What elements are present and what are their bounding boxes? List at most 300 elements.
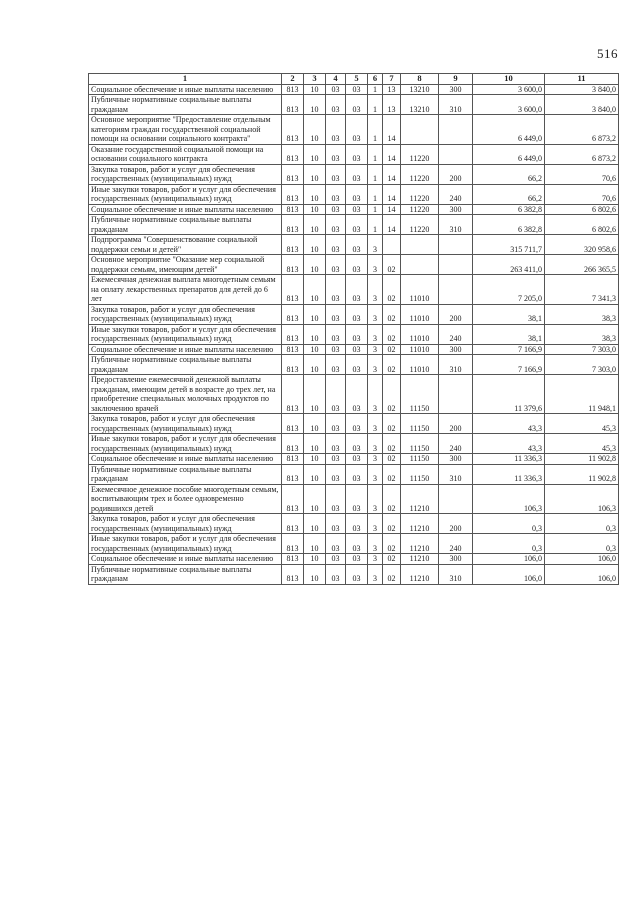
code-cell: 813 [282, 215, 304, 235]
code-cell: 10 [304, 95, 326, 115]
code-cell: 813 [282, 344, 304, 355]
code-cell: 03 [326, 204, 346, 215]
code-cell: 11010 [401, 324, 439, 344]
code-cell: 10 [304, 554, 326, 565]
code-cell: 11010 [401, 355, 439, 375]
code-cell: 240 [439, 434, 473, 454]
amount-col-11-cell: 11 948,1 [545, 375, 619, 414]
table-row [89, 434, 619, 454]
amount-col-11-cell: 45,3 [545, 434, 619, 454]
amount-col-10-cell: 11 379,6 [473, 375, 545, 414]
amount-col-11-cell: 3 840,0 [545, 95, 619, 115]
code-cell: 813 [282, 375, 304, 414]
code-cell: 03 [326, 464, 346, 484]
amount-col-11-cell: 266 365,5 [545, 255, 619, 275]
amount-col-11-cell: 0,3 [545, 534, 619, 554]
amount-col-10-cell: 3 600,0 [473, 84, 545, 95]
code-cell [439, 144, 473, 164]
code-cell: 03 [326, 454, 346, 465]
code-cell: 11150 [401, 464, 439, 484]
amount-col-10-cell: 0,3 [473, 514, 545, 534]
code-cell: 03 [326, 215, 346, 235]
code-cell: 03 [326, 564, 346, 584]
code-cell: 03 [326, 95, 346, 115]
table-row [89, 534, 619, 554]
code-cell: 03 [326, 375, 346, 414]
code-cell: 240 [439, 534, 473, 554]
table-row [89, 204, 619, 215]
item-name-cell: Ежемесячное денежное пособие многодетным семьям, воспитывающим трех и более одновременно родившихся детей [89, 484, 282, 514]
amount-col-11-cell: 70,6 [545, 164, 619, 184]
code-cell: 03 [346, 554, 368, 565]
code-cell: 03 [326, 534, 346, 554]
code-cell: 02 [383, 304, 401, 324]
code-cell: 3 [368, 304, 383, 324]
code-cell: 11220 [401, 144, 439, 164]
code-cell [439, 255, 473, 275]
amount-col-11-cell: 6 873,2 [545, 115, 619, 145]
code-cell: 1 [368, 115, 383, 145]
code-cell: 813 [282, 454, 304, 465]
amount-col-10-cell: 6 382,8 [473, 215, 545, 235]
code-cell: 3 [368, 375, 383, 414]
code-cell [439, 375, 473, 414]
code-cell [439, 484, 473, 514]
amount-col-11-cell: 106,0 [545, 554, 619, 565]
code-cell: 10 [304, 344, 326, 355]
code-cell: 03 [346, 84, 368, 95]
amount-col-11-cell: 70,6 [545, 184, 619, 204]
table-row [89, 414, 619, 434]
code-cell: 03 [346, 184, 368, 204]
code-cell: 03 [346, 324, 368, 344]
code-cell: 813 [282, 464, 304, 484]
header-cell: 9 [439, 74, 473, 85]
code-cell: 300 [439, 344, 473, 355]
code-cell: 03 [326, 144, 346, 164]
item-name-cell: Иные закупки товаров, работ и услуг для обеспечения государственных (муниципальных) нужд [89, 434, 282, 454]
table-row [89, 564, 619, 584]
amount-col-10-cell: 66,2 [473, 184, 545, 204]
code-cell: 813 [282, 115, 304, 145]
code-cell: 10 [304, 484, 326, 514]
table-row [89, 84, 619, 95]
table-row [89, 344, 619, 355]
item-name-cell: Социальное обеспечение и иные выплаты населению [89, 84, 282, 95]
code-cell: 310 [439, 564, 473, 584]
code-cell: 813 [282, 164, 304, 184]
header-cell: 6 [368, 74, 383, 85]
code-cell [383, 235, 401, 255]
item-name-cell: Оказание государственной социальной помощи на основании социального контракта [89, 144, 282, 164]
code-cell: 11010 [401, 304, 439, 324]
code-cell: 11150 [401, 434, 439, 454]
item-name-cell: Предоставление ежемесячной денежной выплаты гражданам, имеющим детей в возрасте до трех лет, на приобретение специальных молочных продуктов по заключению врачей [89, 375, 282, 414]
code-cell: 11220 [401, 204, 439, 215]
code-cell: 02 [383, 514, 401, 534]
code-cell: 02 [383, 564, 401, 584]
code-cell: 03 [346, 534, 368, 554]
code-cell: 14 [383, 144, 401, 164]
code-cell: 03 [346, 414, 368, 434]
item-name-cell: Социальное обеспечение и иные выплаты населению [89, 344, 282, 355]
table-row [89, 454, 619, 465]
code-cell: 14 [383, 184, 401, 204]
amount-col-10-cell: 11 336,3 [473, 464, 545, 484]
code-cell: 3 [368, 554, 383, 565]
code-cell: 02 [383, 464, 401, 484]
code-cell: 813 [282, 184, 304, 204]
code-cell: 10 [304, 144, 326, 164]
code-cell: 02 [383, 434, 401, 454]
code-cell: 10 [304, 534, 326, 554]
table-row [89, 464, 619, 484]
code-cell: 03 [326, 324, 346, 344]
code-cell: 11010 [401, 344, 439, 355]
code-cell: 11010 [401, 275, 439, 305]
table-header-row [89, 74, 619, 85]
amount-col-11-cell: 7 341,3 [545, 275, 619, 305]
table-body [89, 84, 619, 584]
code-cell [439, 115, 473, 145]
code-cell [439, 235, 473, 255]
amount-col-10-cell: 106,0 [473, 564, 545, 584]
code-cell: 03 [346, 144, 368, 164]
amount-col-10-cell: 38,1 [473, 304, 545, 324]
code-cell: 02 [383, 414, 401, 434]
code-cell: 14 [383, 164, 401, 184]
code-cell: 3 [368, 514, 383, 534]
code-cell: 03 [346, 275, 368, 305]
item-name-cell: Иные закупки товаров, работ и услуг для обеспечения государственных (муниципальных) нужд [89, 534, 282, 554]
amount-col-11-cell: 320 958,6 [545, 235, 619, 255]
item-name-cell: Закупка товаров, работ и услуг для обеспечения государственных (муниципальных) нужд [89, 414, 282, 434]
code-cell: 300 [439, 454, 473, 465]
code-cell: 03 [326, 235, 346, 255]
code-cell: 03 [326, 414, 346, 434]
code-cell: 03 [346, 235, 368, 255]
code-cell: 813 [282, 554, 304, 565]
code-cell: 03 [346, 464, 368, 484]
amount-col-10-cell: 38,1 [473, 324, 545, 344]
amount-col-10-cell: 43,3 [473, 434, 545, 454]
item-name-cell: Социальное обеспечение и иные выплаты населению [89, 454, 282, 465]
code-cell: 1 [368, 84, 383, 95]
code-cell: 10 [304, 184, 326, 204]
code-cell: 813 [282, 514, 304, 534]
code-cell: 11220 [401, 215, 439, 235]
code-cell: 240 [439, 184, 473, 204]
code-cell: 200 [439, 164, 473, 184]
code-cell: 1 [368, 215, 383, 235]
code-cell: 14 [383, 204, 401, 215]
code-cell: 10 [304, 375, 326, 414]
code-cell: 813 [282, 275, 304, 305]
item-name-cell: Закупка товаров, работ и услуг для обеспечения государственных (муниципальных) нужд [89, 304, 282, 324]
amount-col-11-cell: 11 902,8 [545, 454, 619, 465]
code-cell: 813 [282, 414, 304, 434]
table-row [89, 554, 619, 565]
code-cell: 11210 [401, 534, 439, 554]
code-cell: 11210 [401, 554, 439, 565]
table-row [89, 484, 619, 514]
code-cell: 10 [304, 115, 326, 145]
item-name-cell: Иные закупки товаров, работ и услуг для обеспечения государственных (муниципальных) нужд [89, 184, 282, 204]
header-cell: 5 [346, 74, 368, 85]
item-name-cell: Публичные нормативные социальные выплаты гражданам [89, 564, 282, 584]
code-cell: 13 [383, 95, 401, 115]
code-cell: 1 [368, 164, 383, 184]
code-cell: 02 [383, 255, 401, 275]
code-cell: 10 [304, 215, 326, 235]
code-cell: 3 [368, 344, 383, 355]
code-cell: 813 [282, 564, 304, 584]
amount-col-11-cell: 11 902,8 [545, 464, 619, 484]
code-cell: 03 [346, 255, 368, 275]
code-cell: 310 [439, 215, 473, 235]
code-cell: 02 [383, 324, 401, 344]
code-cell: 1 [368, 144, 383, 164]
table-row [89, 355, 619, 375]
item-name-cell: Закупка товаров, работ и услуг для обеспечения государственных (муниципальных) нужд [89, 514, 282, 534]
header-cell: 8 [401, 74, 439, 85]
header-cell: 1 [89, 74, 282, 85]
amount-col-11-cell: 0,3 [545, 514, 619, 534]
code-cell: 3 [368, 464, 383, 484]
code-cell: 813 [282, 434, 304, 454]
amount-col-10-cell: 263 411,0 [473, 255, 545, 275]
code-cell: 03 [326, 164, 346, 184]
code-cell: 240 [439, 324, 473, 344]
code-cell: 03 [326, 84, 346, 95]
code-cell: 10 [304, 84, 326, 95]
amount-col-10-cell: 7 205,0 [473, 275, 545, 305]
code-cell: 11150 [401, 375, 439, 414]
code-cell: 11210 [401, 514, 439, 534]
table-row [89, 324, 619, 344]
code-cell: 1 [368, 184, 383, 204]
code-cell: 14 [383, 115, 401, 145]
amount-col-10-cell: 7 166,9 [473, 355, 545, 375]
code-cell: 3 [368, 434, 383, 454]
amount-col-10-cell: 43,3 [473, 414, 545, 434]
code-cell: 03 [346, 344, 368, 355]
code-cell: 1 [368, 95, 383, 115]
code-cell: 03 [346, 434, 368, 454]
item-name-cell: Подпрограмма "Совершенствование социальной поддержки семьи и детей" [89, 235, 282, 255]
code-cell: 03 [326, 514, 346, 534]
amount-col-10-cell: 106,0 [473, 554, 545, 565]
amount-col-10-cell: 6 449,0 [473, 115, 545, 145]
amount-col-10-cell: 0,3 [473, 534, 545, 554]
code-cell: 03 [326, 184, 346, 204]
amount-col-10-cell: 11 336,3 [473, 454, 545, 465]
code-cell: 3 [368, 414, 383, 434]
code-cell: 03 [326, 115, 346, 145]
code-cell: 300 [439, 554, 473, 565]
item-name-cell: Основное мероприятие "Оказание мер социальной поддержки семьям, имеющим детей" [89, 255, 282, 275]
amount-col-10-cell: 3 600,0 [473, 95, 545, 115]
code-cell: 03 [346, 204, 368, 215]
code-cell: 813 [282, 204, 304, 215]
code-cell: 813 [282, 484, 304, 514]
code-cell: 300 [439, 204, 473, 215]
code-cell: 11220 [401, 164, 439, 184]
code-cell: 11210 [401, 564, 439, 584]
code-cell: 10 [304, 204, 326, 215]
amount-col-10-cell: 7 166,9 [473, 344, 545, 355]
table-row [89, 215, 619, 235]
code-cell: 14 [383, 215, 401, 235]
code-cell: 310 [439, 355, 473, 375]
code-cell [401, 115, 439, 145]
code-cell [401, 255, 439, 275]
amount-col-11-cell: 106,0 [545, 564, 619, 584]
code-cell: 10 [304, 275, 326, 305]
header-cell: 2 [282, 74, 304, 85]
code-cell: 03 [346, 115, 368, 145]
code-cell: 3 [368, 255, 383, 275]
table-row [89, 514, 619, 534]
header-cell: 4 [326, 74, 346, 85]
item-name-cell: Публичные нормативные социальные выплаты гражданам [89, 355, 282, 375]
code-cell: 03 [346, 95, 368, 115]
code-cell: 02 [383, 355, 401, 375]
code-cell: 813 [282, 355, 304, 375]
code-cell: 03 [346, 484, 368, 514]
code-cell: 03 [346, 564, 368, 584]
table-row [89, 375, 619, 414]
table-row [89, 144, 619, 164]
code-cell [439, 275, 473, 305]
code-cell: 3 [368, 355, 383, 375]
code-cell: 10 [304, 255, 326, 275]
amount-col-11-cell: 6 802,6 [545, 204, 619, 215]
code-cell: 10 [304, 514, 326, 534]
code-cell: 02 [383, 484, 401, 514]
table-row [89, 184, 619, 204]
amount-col-10-cell: 6 449,0 [473, 144, 545, 164]
code-cell: 310 [439, 464, 473, 484]
code-cell: 3 [368, 324, 383, 344]
code-cell: 03 [346, 355, 368, 375]
amount-col-10-cell: 106,3 [473, 484, 545, 514]
code-cell: 03 [326, 355, 346, 375]
code-cell: 03 [326, 275, 346, 305]
code-cell: 3 [368, 235, 383, 255]
amount-col-11-cell: 38,3 [545, 324, 619, 344]
code-cell: 03 [346, 304, 368, 324]
code-cell: 11220 [401, 184, 439, 204]
code-cell: 10 [304, 434, 326, 454]
code-cell: 10 [304, 304, 326, 324]
code-cell: 13210 [401, 84, 439, 95]
code-cell: 03 [326, 344, 346, 355]
code-cell: 10 [304, 355, 326, 375]
amount-col-11-cell: 7 303,0 [545, 355, 619, 375]
code-cell: 03 [346, 215, 368, 235]
amount-col-10-cell: 66,2 [473, 164, 545, 184]
code-cell: 813 [282, 144, 304, 164]
code-cell: 3 [368, 484, 383, 514]
code-cell: 10 [304, 414, 326, 434]
code-cell: 02 [383, 534, 401, 554]
code-cell: 03 [326, 554, 346, 565]
code-cell: 813 [282, 534, 304, 554]
amount-col-11-cell: 7 303,0 [545, 344, 619, 355]
code-cell: 03 [326, 304, 346, 324]
code-cell: 03 [326, 484, 346, 514]
item-name-cell: Социальное обеспечение и иные выплаты населению [89, 554, 282, 565]
item-name-cell: Социальное обеспечение и иные выплаты населению [89, 204, 282, 215]
header-cell: 11 [545, 74, 619, 85]
table-row [89, 255, 619, 275]
code-cell: 03 [346, 375, 368, 414]
code-cell: 03 [346, 164, 368, 184]
amount-col-11-cell: 6 802,6 [545, 215, 619, 235]
code-cell: 813 [282, 304, 304, 324]
header-cell: 7 [383, 74, 401, 85]
table-row [89, 235, 619, 255]
code-cell: 11150 [401, 414, 439, 434]
amount-col-11-cell: 3 840,0 [545, 84, 619, 95]
code-cell: 10 [304, 235, 326, 255]
table-row [89, 275, 619, 305]
table-row [89, 164, 619, 184]
item-name-cell: Закупка товаров, работ и услуг для обеспечения государственных (муниципальных) нужд [89, 164, 282, 184]
code-cell: 11150 [401, 454, 439, 465]
table-row [89, 115, 619, 145]
code-cell: 813 [282, 84, 304, 95]
code-cell: 3 [368, 564, 383, 584]
code-cell: 813 [282, 95, 304, 115]
code-cell: 02 [383, 275, 401, 305]
code-cell: 10 [304, 564, 326, 584]
code-cell: 813 [282, 235, 304, 255]
header-cell: 10 [473, 74, 545, 85]
code-cell: 3 [368, 534, 383, 554]
amount-col-11-cell: 45,3 [545, 414, 619, 434]
code-cell: 300 [439, 84, 473, 95]
amount-col-11-cell: 6 873,2 [545, 144, 619, 164]
code-cell: 200 [439, 414, 473, 434]
code-cell: 10 [304, 454, 326, 465]
code-cell: 10 [304, 464, 326, 484]
code-cell: 310 [439, 95, 473, 115]
table-row [89, 304, 619, 324]
budget-table [88, 73, 619, 585]
code-cell: 3 [368, 454, 383, 465]
code-cell: 11210 [401, 484, 439, 514]
item-name-cell: Публичные нормативные социальные выплаты гражданам [89, 215, 282, 235]
header-cell: 3 [304, 74, 326, 85]
code-cell: 1 [368, 204, 383, 215]
amount-col-10-cell: 6 382,8 [473, 204, 545, 215]
amount-col-11-cell: 106,3 [545, 484, 619, 514]
code-cell: 03 [326, 255, 346, 275]
code-cell: 3 [368, 275, 383, 305]
code-cell: 813 [282, 255, 304, 275]
code-cell [401, 235, 439, 255]
code-cell: 200 [439, 514, 473, 534]
item-name-cell: Основное мероприятие "Предоставление отдельным категориям граждан государственной социальной помощи на основании социального контракта" [89, 115, 282, 145]
page-number: 516 [597, 46, 618, 61]
code-cell: 13 [383, 84, 401, 95]
code-cell: 02 [383, 554, 401, 565]
item-name-cell: Ежемесячная денежная выплата многодетным семьям на оплату лекарственных препаратов для детей до 6 лет [89, 275, 282, 305]
code-cell: 03 [326, 434, 346, 454]
amount-col-11-cell: 38,3 [545, 304, 619, 324]
